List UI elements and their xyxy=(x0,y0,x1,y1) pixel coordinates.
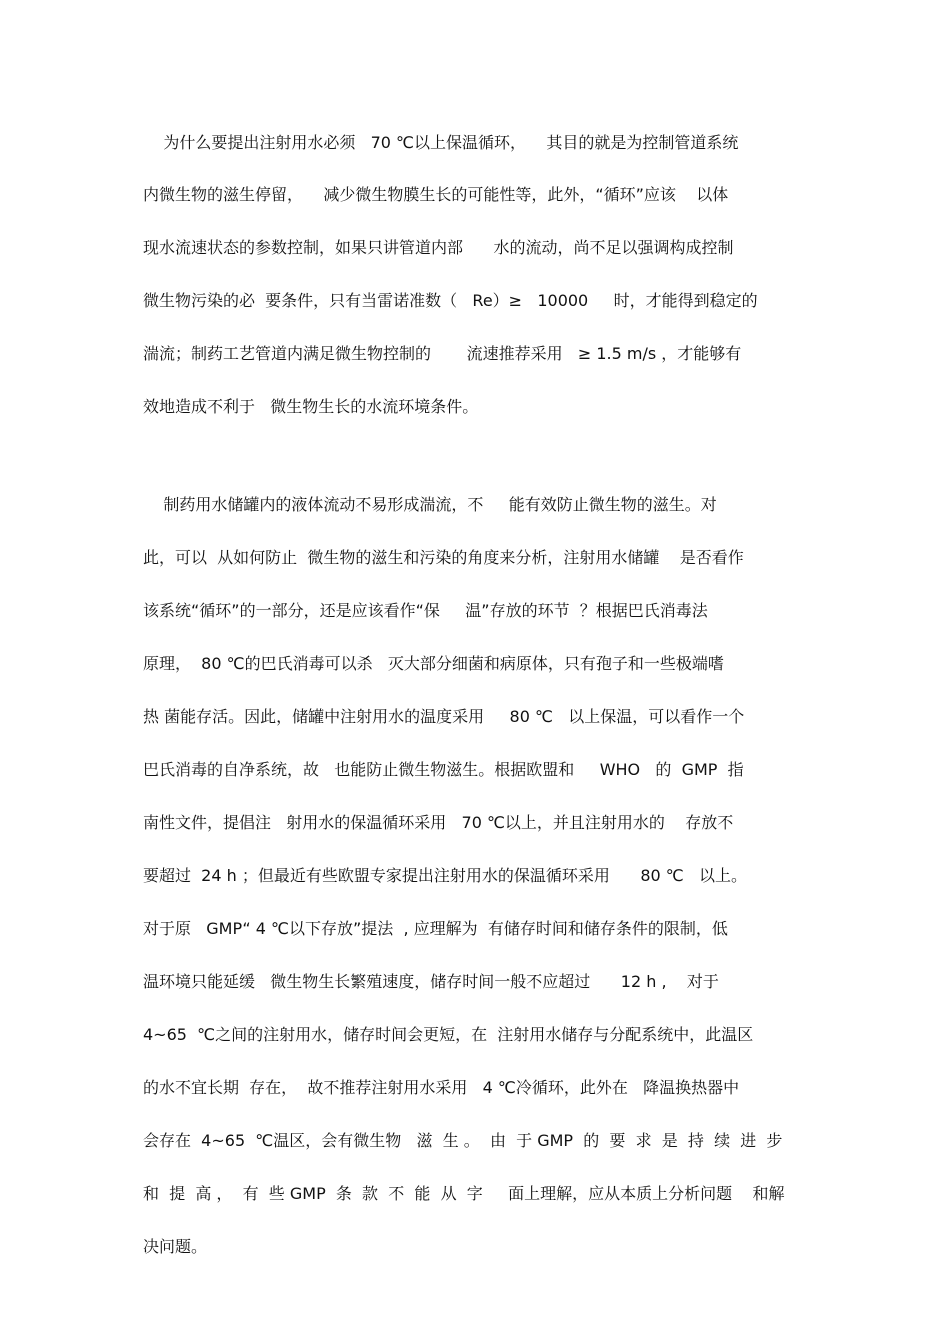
paragraph-line: 热 菌能存活。因此，储罐中注射用水的温度采用 80 ℃ 以上保温，可以看作一个 xyxy=(143,707,745,726)
paragraph-line: 效地造成不利于 微生物生长的水流环境条件。 xyxy=(143,397,479,416)
paragraph-line: 湍流；制药工艺管道内满足微生物控制的 流速推荐采用 ≥ 1.5 m/s ，才能够有 xyxy=(143,344,742,363)
paragraph-line: 现水流速状态的参数控制，如果只讲管道内部 水的流动，尚不足以强调构成控制 xyxy=(143,238,734,257)
paragraph-line: 为什么要提出注射用水必须 70 ℃以上保温循环， 其目的就是为控制管道系统 xyxy=(143,133,739,152)
paragraph-line: 对于原 GMP“ 4 ℃以下存放”提法 , 应理解为 有储存时间和储存条件的限制，低 xyxy=(143,919,728,938)
paragraph-line: 该系统“循环”的一部分，还是应该看作“保 温”存放的环节 ？根据巴氏消毒法 xyxy=(143,601,708,620)
paragraph-line: 要超过 24 h ；但最近有些欧盟专家提出注射用水的保温循环采用 80 ℃ 以上。 xyxy=(143,866,748,885)
paragraph-line: 会存在 4~65 ℃温区，会有微生物 滋 生 。 由 于 GMP 的 要 求 是 持 续 进 步 xyxy=(143,1131,783,1150)
paragraph-line: 微生物污染的必 要条件，只有当雷诺准数（ Re）≥ 10000 时，才能得到稳定的 xyxy=(143,291,758,310)
paragraph-line: 原理， 80 ℃的巴氏消毒可以杀 灭大部分细菌和病原体，只有孢子和一些极端嗜 xyxy=(143,654,724,673)
paragraph-line: 内微生物的滋生停留， 减少微生物膜生长的可能性等，此外，“循环”应该 以体 xyxy=(143,185,729,204)
paragraph-line: 制药用水储罐内的液体流动不易形成湍流，不 能有效防止微生物的滋生。对 xyxy=(143,495,717,514)
paragraph-line: 和 提 高 ， 有 些 GMP 条 款 不 能 从 字 面上理解，应从本质上分析问题 和解 xyxy=(143,1184,785,1203)
paragraph-line: 决问题。 xyxy=(143,1237,208,1256)
paragraph-line: 南性文件，提倡注 射用水的保温循环采用 70 ℃以上，并且注射用水的 存放不 xyxy=(143,813,734,832)
paragraph-line: 的水不宜长期 存在， 故不推荐注射用水采用 4 ℃冷循环，此外在 降温换热器中 xyxy=(143,1078,740,1097)
paragraph-line: 巴氏消毒的自净系统，故 也能防止微生物滋生。根据欧盟和 WHO 的 GMP 指 xyxy=(143,760,744,779)
paragraph-line: 4~65 ℃之间的注射用水，储存时间会更短，在 注射用水储存与分配系统中，此温区 xyxy=(143,1025,754,1044)
paragraph-line: 温环境只能延缓 微生物生长繁殖速度，储存时间一般不应超过 12 h , 对于 xyxy=(143,972,719,991)
paragraph-line: 此，可以 从如何防止 微生物的滋生和污染的角度来分析，注射用水储罐 是否看作 xyxy=(143,548,744,567)
